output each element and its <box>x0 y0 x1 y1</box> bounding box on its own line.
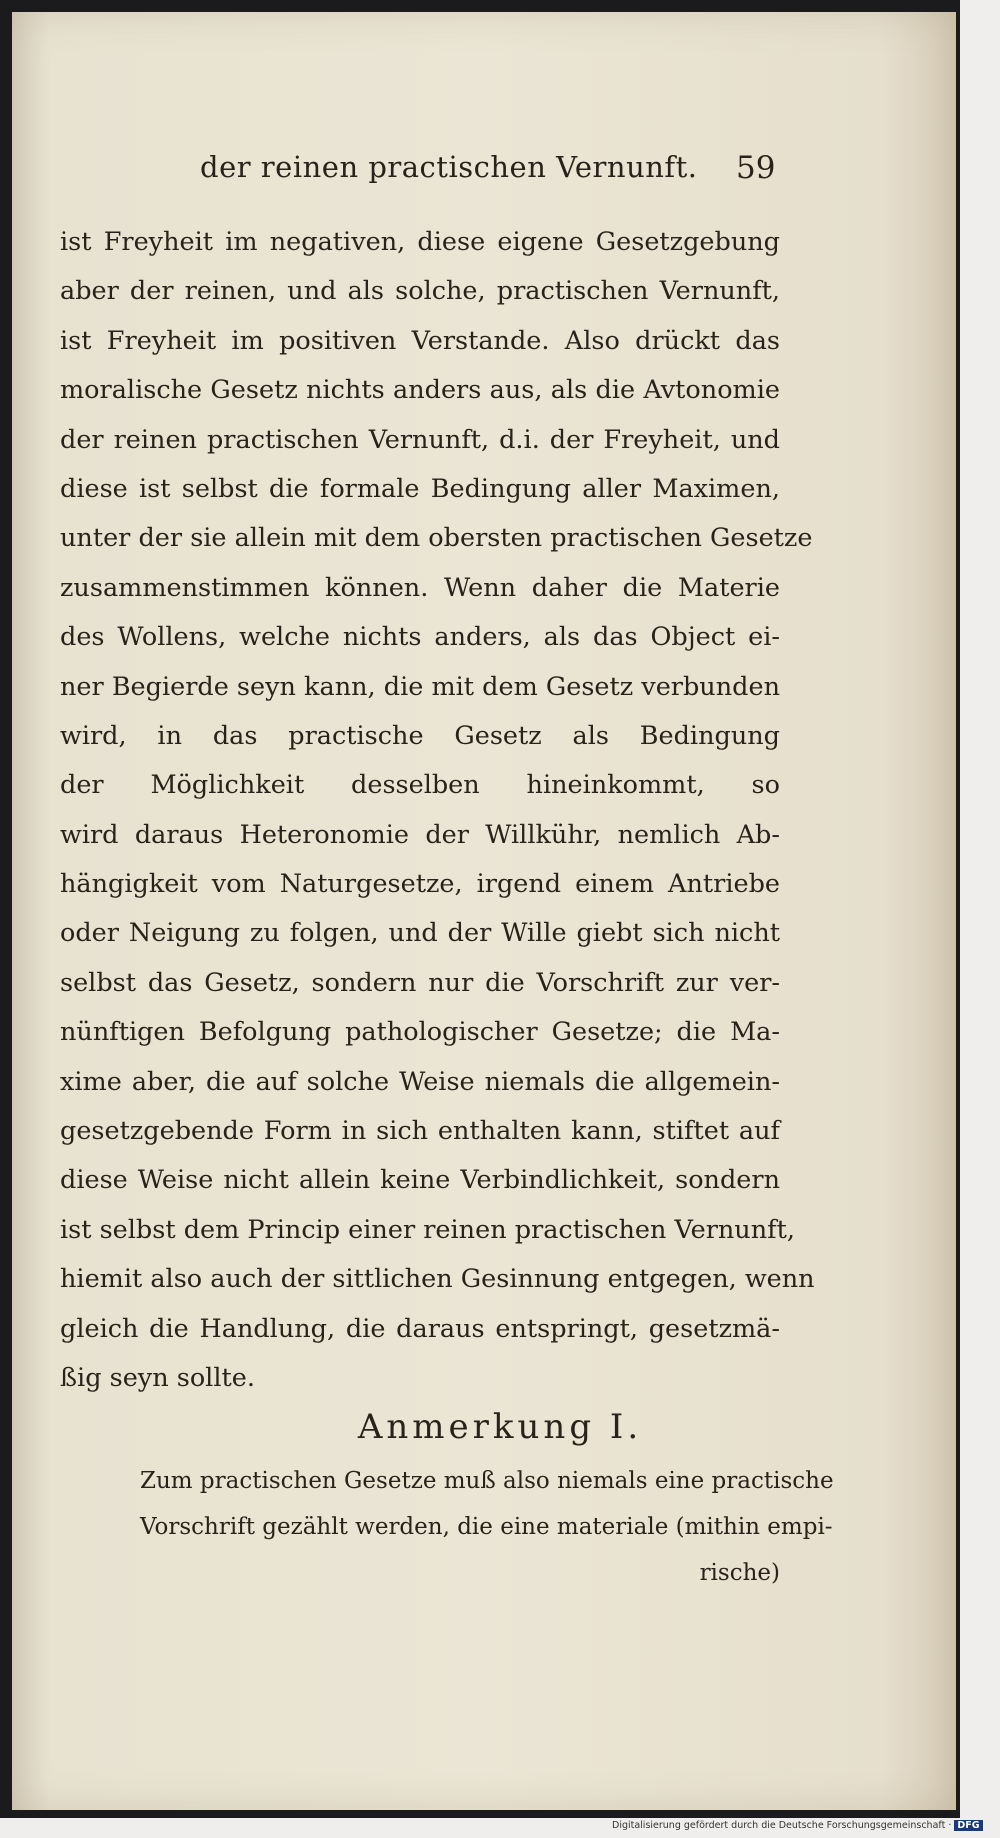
text-line: unter der sie allein mit dem obersten practischen Gesetze <box>60 523 813 554</box>
text-line: aber der reinen, und als solche, practischen Vernunft, <box>60 276 780 307</box>
text-line: ist selbst dem Princip einer reinen practischen Vernunft, <box>60 1214 795 1245</box>
text-line: xime aber, die auf solche Weise niemals die allgemein- <box>60 1066 780 1097</box>
text-line: gleich die Handlung, die daraus entspringt, gesetzmä- <box>60 1313 780 1344</box>
text-line: oder Neigung zu folgen, und der Wille giebt sich nicht <box>60 918 780 949</box>
text-line: zusammenstimmen können. Wenn daher die Materie <box>60 572 780 603</box>
text-line: nünftigen Befolgung pathologischer Gesetze; die Ma- <box>60 1017 780 1048</box>
credit-text: Digitalisierung gefördert durch die Deutsche Forschungsgemeinschaft · <box>612 1820 952 1831</box>
text-line: ner Begierde seyn kann, die mit dem Gesetz verbunden <box>60 671 780 702</box>
text-line: gesetzgebende Form in sich enthalten kann, stiftet auf <box>60 1116 780 1147</box>
text-line: des Wollens, welche nichts anders, als das Object ei- <box>60 622 780 653</box>
text-line: hängigkeit vom Naturgesetze, irgend einem Antriebe <box>60 869 780 900</box>
digitization-credit <box>612 1820 983 1831</box>
page-number: 59 <box>736 150 776 186</box>
text-line: moralische Gesetz nichts anders aus, als die Avtonomie <box>60 375 780 406</box>
text-line: ßig seyn sollte. <box>60 1362 255 1393</box>
note-line: Vorschrift gezählt werden, die eine materiale (mithin empi- <box>140 1514 833 1540</box>
dfg-logo: DFG <box>954 1820 982 1831</box>
text-line: diese ist selbst die formale Bedingung aller Maximen, <box>60 473 780 504</box>
main-paragraph <box>60 218 815 1403</box>
note-paragraph <box>140 1458 834 1596</box>
text-line: ist Freyheit im positiven Verstande. Also drückt das <box>60 325 780 356</box>
note-line: Zum practischen Gesetze muß also niemals eine practische <box>140 1468 834 1494</box>
text-line: wird daraus Heteronomie der Willkühr, nemlich Ab- <box>60 819 780 850</box>
running-head: der reinen practischen Vernunft. <box>200 150 698 184</box>
text-line: der Möglichkeit desselben hineinkommt, so <box>60 770 780 801</box>
text-line: wird, in das practische Gesetz als Bedingung <box>60 720 780 751</box>
text-line: ist Freyheit im negativen, diese eigene Gesetzgebung <box>60 227 780 257</box>
text-line: der reinen practischen Vernunft, d.i. der Freyheit, und <box>60 424 780 455</box>
text-line: diese Weise nicht allein keine Verbindlichkeit, sondern <box>60 1165 780 1196</box>
catchword: rische) <box>699 1560 780 1586</box>
text-line: selbst das Gesetz, sondern nur die Vorschrift zur ver- <box>60 967 780 998</box>
section-heading: Anmerkung I. <box>357 1407 643 1447</box>
text-line: hiemit also auch der sittlichen Gesinnung entgegen, wenn <box>60 1264 815 1295</box>
